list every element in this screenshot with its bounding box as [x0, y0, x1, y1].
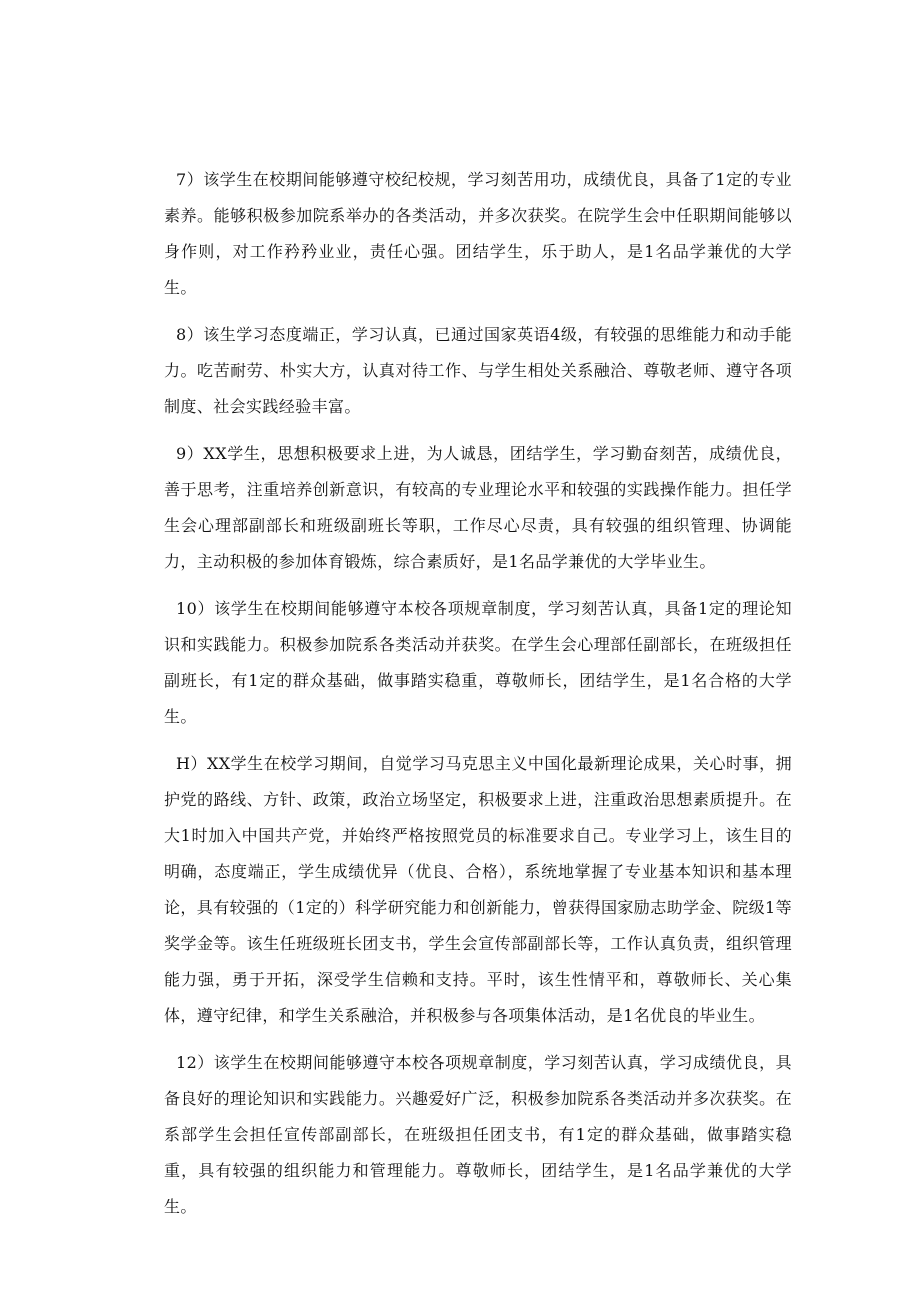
paragraph-10: 10）该学生在校期间能够遵守本校各项规章制度，学习刻苦认真，具备1定的理论知识和实践能力。积极参加院系各类活动并获奖。在学生会心理部任副部长，在班级担任副班长，有1定的群众基础，做事踏实稳重，尊敬师长，团结学生，是1名合格的大学生。	[164, 599, 792, 726]
paragraph-11: H）XX学生在校学习期间，自觉学习马克思主义中国化最新理论成果，关心时事，拥护党的路线、方针、政策，政治立场坚定，积极要求上进，注重政治思想素质提升。在大1时加入中国共产党，并始终严格按照党员的标准要求自己。专业学习上，该生目的明确，态度端正，学生成绩优异（优良、合格），系统地掌握了专业基本知识和基本理论，具有较强的（1定的）科学研究能力和创新能力，曾获得国家励志助学金、院级1等奖学金等。该生任班级班长团支书，学生会宣传部副部长等，工作认真负责，组织管理能力强，勇于开拓，深受学生信赖和支持。平时，该生性情平和，尊敬师长、关心集体，遵守纪律，和学生关系融洽，并积极参与各项集体活动，是1名优良的毕业生。	[164, 754, 792, 1025]
document-body	[164, 162, 792, 1236]
paragraph-12: 12）该学生在校期间能够遵守本校各项规章制度，学习刻苦认真，学习成绩优良，具备良好的理论知识和实践能力。兴趣爱好广泛，积极参加院系各类活动并多次获奖。在系部学生会担任宣传部副部长，在班级担任团支书，有1定的群众基础，做事踏实稳重，具有较强的组织能力和管理能力。尊敬师长，团结学生，是1名品学兼优的大学生。	[164, 1053, 792, 1216]
paragraph-9: 9）XX学生，思想积极要求上进，为人诚恳，团结学生，学习勤奋刻苦，成绩优良，善于思考，注重培养创新意识，有较高的专业理论水平和较强的实践操作能力。担任学生会心理部副部长和班级副班长等职，工作尽心尽责，具有较强的组织管理、协调能力，主动积极的参加体育锻炼，综合素质好，是1名品学兼优的大学毕业生。	[164, 444, 792, 571]
paragraph-7: 7）该学生在校期间能够遵守校纪校规，学习刻苦用功，成绩优良，具备了1定的专业素养。能够积极参加院系举办的各类活动，并多次获奖。在院学生会中任职期间能够以身作则，对工作矜矜业业，责任心强。团结学生，乐于助人，是1名品学兼优的大学生。	[164, 170, 792, 297]
paragraph-8: 8）该生学习态度端正，学习认真，已通过国家英语4级，有较强的思维能力和动手能力。吃苦耐劳、朴实大方，认真对待工作、与学生相处关系融洽、尊敬老师、遵守各项制度、社会实践经验丰富。	[164, 325, 792, 416]
